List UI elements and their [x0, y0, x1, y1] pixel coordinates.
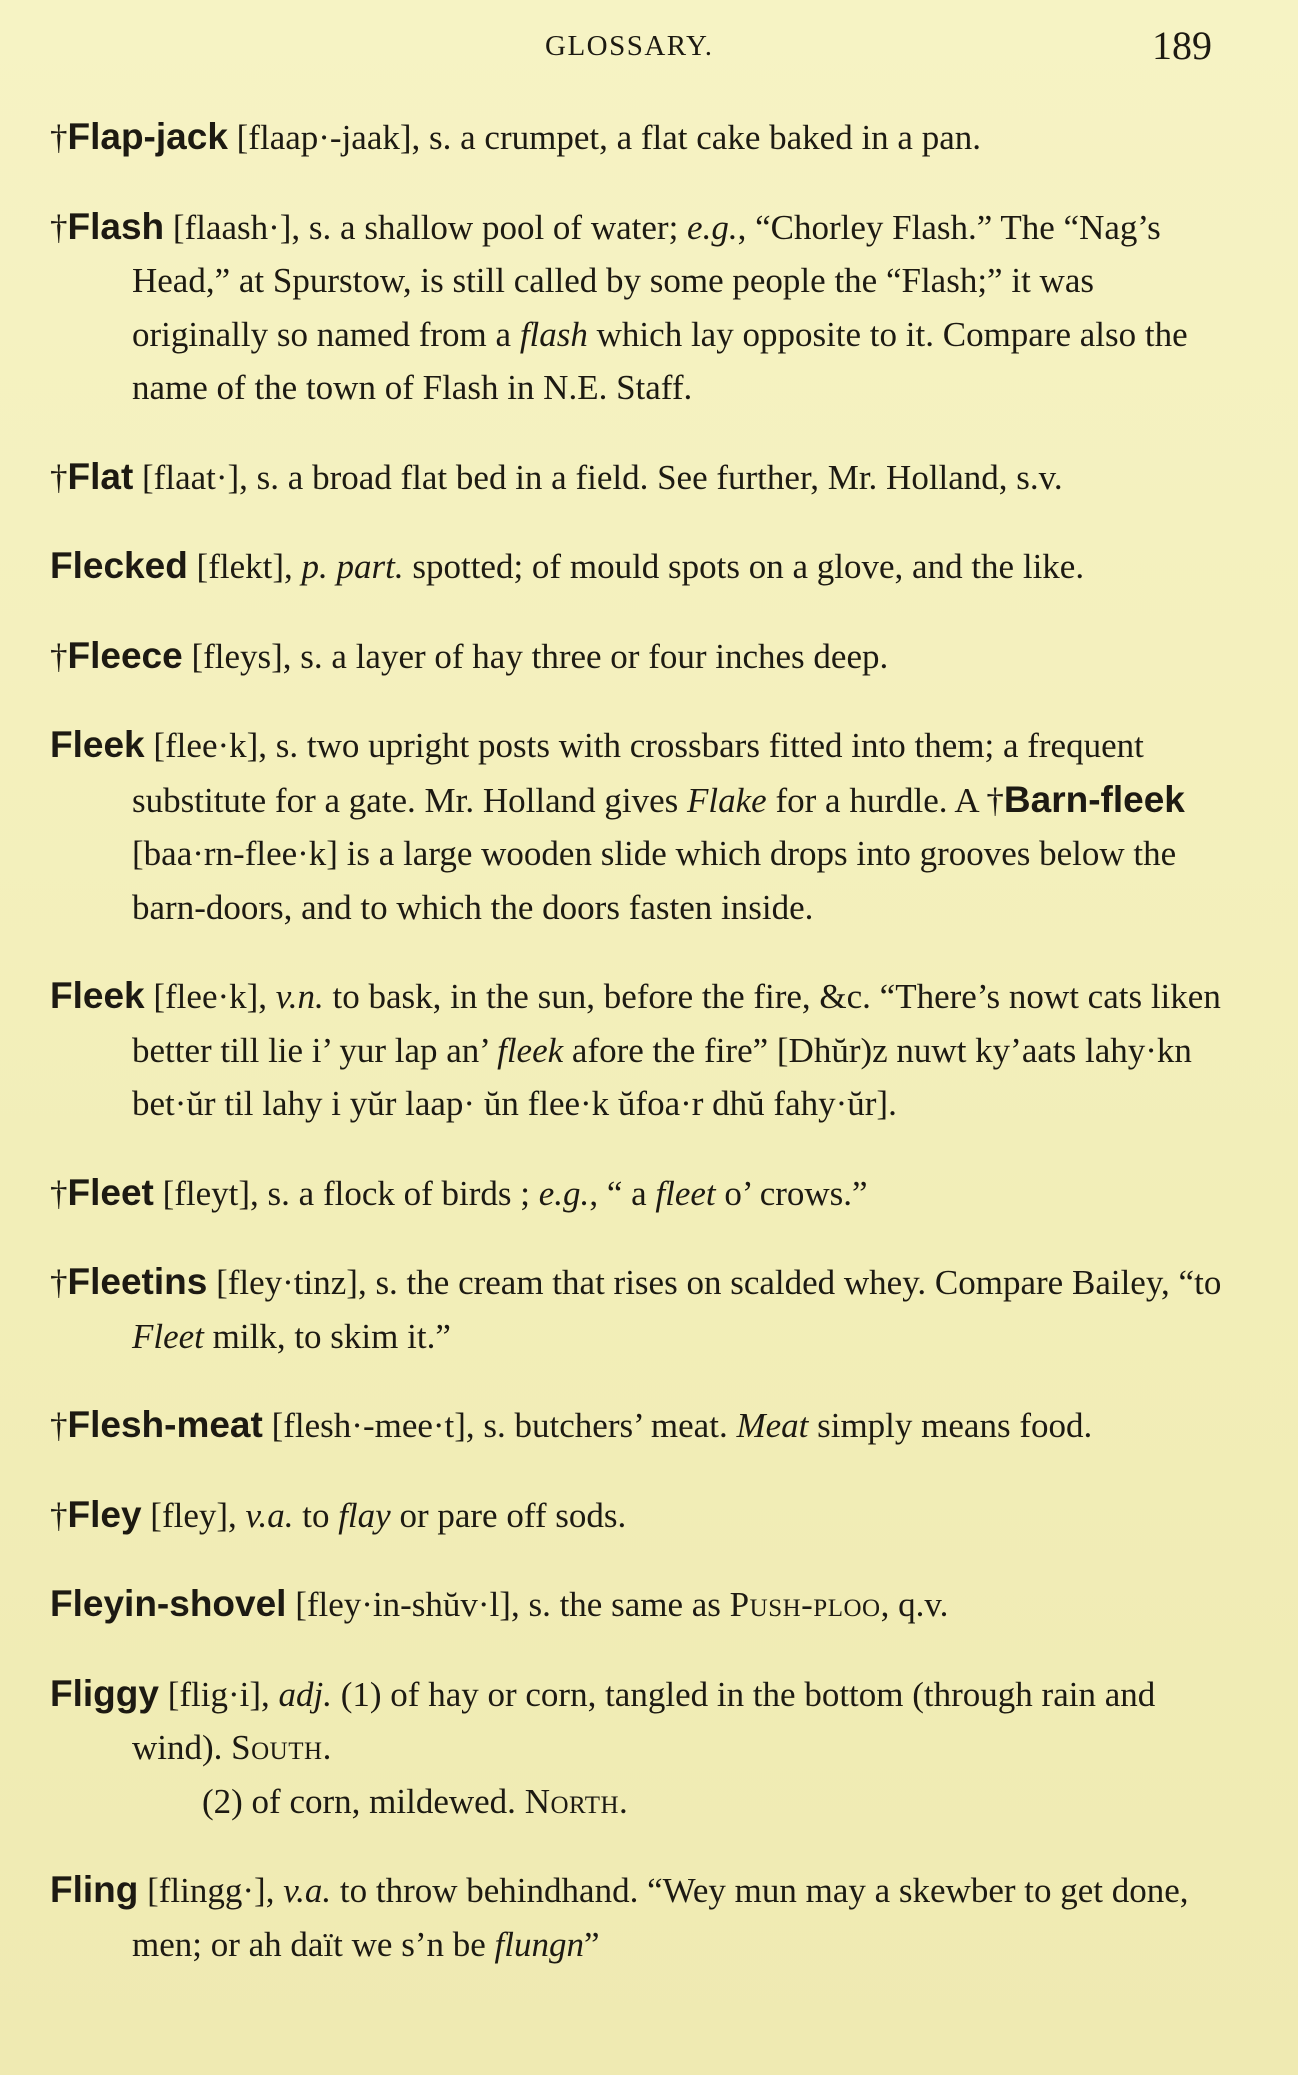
dagger-mark: † — [50, 1173, 68, 1213]
headword: Fley — [67, 1493, 142, 1535]
definition: to — [293, 1495, 339, 1535]
headword: Fleetins — [67, 1261, 208, 1302]
definition: afore the fire” [Dhŭr)z nuwt ky’aats lahy·kn bet·ŭr til lahy i yŭr laap· ŭn flee·k ŭfoa·r dhŭ fahy·ŭr]. — [132, 1030, 1192, 1123]
region-label: South — [231, 1728, 323, 1767]
definition: [fley·in-shŭv·l], s. the same as — [286, 1585, 730, 1624]
headword: Fleet — [67, 1171, 154, 1213]
entry-flash — [50, 200, 1235, 415]
definition: o’ crows.” — [715, 1173, 868, 1213]
definition: [flingg·], — [138, 1871, 284, 1910]
glossary-content — [50, 110, 1235, 1992]
part-of-speech: v.a. — [283, 1871, 332, 1910]
entry-fleek-verb — [50, 969, 1235, 1131]
definition: to throw behindhand. “Wey mun may a skewber to get done, men; or ah daït we s’n be — [132, 1871, 1189, 1964]
definition: [baa·rn-flee·k] is a large wooden slide which drops into grooves below the barn-doors, and to which the doors fasten inside. — [132, 834, 1177, 927]
italic-word: Fleet — [132, 1316, 204, 1356]
definition: [flaat·], s. a broad flat bed in a field. See further, Mr. Holland, s.v. — [133, 457, 1063, 497]
dagger-mark: † — [50, 1406, 68, 1445]
dagger-mark: † — [50, 1263, 68, 1302]
punctuation: . — [619, 1781, 628, 1821]
definition: simply means food. — [808, 1406, 1093, 1445]
part-of-speech: p. part. — [301, 547, 404, 586]
abbreviation: e.g. — [687, 207, 738, 247]
page-header — [0, 18, 1298, 78]
dagger-mark: † — [50, 118, 68, 157]
entry-fliggy — [50, 1667, 1235, 1829]
headword: Flesh-meat — [67, 1404, 263, 1445]
definition: [fleyt], s. a flock of birds ; — [153, 1173, 539, 1213]
headword: Fliggy — [50, 1672, 159, 1714]
definition: spotted; of mould spots on a glove, and the like. — [403, 547, 1085, 586]
definition: which lay opposite to it. Compare also the name of the town of Flash in N.E. Staff. — [132, 314, 1188, 407]
part-of-speech: v.n. — [275, 977, 324, 1016]
headword: Fleek — [50, 975, 145, 1016]
italic-word: Meat — [736, 1406, 809, 1445]
sub-headword: Barn-fleek — [1003, 778, 1185, 820]
definition: [fley], — [141, 1495, 246, 1535]
sub-sense — [132, 1775, 1235, 1829]
entry-flap-jack — [50, 110, 1235, 165]
definition: [fley·tinz], s. the cream that rises on scalded whey. Compare Bailey, “to — [207, 1263, 1222, 1302]
headword: Flash — [67, 205, 165, 247]
definition: to bask, in the sun, before the fire, &c. “There’s nowt cats liken better till lie i’ yur lap an’ — [132, 977, 1221, 1070]
entry-fleece — [50, 629, 1235, 684]
italic-word: fleet — [655, 1173, 716, 1213]
definition: [flaash·], s. a shallow pool of water; — [164, 207, 688, 247]
cross-reference: Push-ploo — [729, 1585, 881, 1624]
italic-word: flungn — [494, 1924, 584, 1964]
definition: , q.v. — [880, 1585, 949, 1624]
entry-flecked — [50, 539, 1235, 594]
italic-word: flash — [519, 314, 588, 354]
headword: Fleece — [67, 634, 183, 676]
headword: Flap-jack — [67, 116, 228, 157]
entry-fling — [50, 1863, 1235, 1971]
running-head: GLOSSARY. — [545, 30, 714, 62]
dagger-mark: † — [50, 207, 68, 247]
entry-fleet — [50, 1166, 1235, 1221]
dagger-mark: † — [50, 457, 68, 497]
entry-fleek-noun — [50, 718, 1235, 934]
entry-flesh-meat — [50, 1398, 1235, 1453]
definition: , “ a — [589, 1173, 656, 1213]
definition: , “Chorley Flash.” The “Nag’s Head,” at Spurstow, is still called by some people the “Flash;” it was originally so named from a — [132, 207, 1161, 354]
headword: Fleyin-shovel — [50, 1583, 287, 1624]
headword: Flat — [67, 455, 134, 497]
headword: Flecked — [50, 545, 188, 586]
definition: [flee·k], s. two upright posts with crossbars fitted into them; a frequent substitute for a gate. Mr. Holland gives — [132, 726, 1144, 820]
definition: ” — [583, 1924, 600, 1964]
dagger-mark: † — [986, 780, 1004, 820]
region-label: North — [524, 1781, 620, 1821]
definition: [fleys], s. a layer of hay three or four inches deep. — [182, 636, 889, 676]
dagger-mark: † — [50, 1495, 68, 1535]
definition: for a hurdle. A — [766, 780, 987, 820]
definition: (2) of corn, mildewed. — [202, 1781, 525, 1821]
dagger-mark: † — [50, 636, 68, 676]
italic-word: fleek — [497, 1030, 564, 1070]
definition: [flekt], — [187, 547, 302, 586]
definition: (1) of hay or corn, tangled in the bottom (through rain and wind). — [132, 1674, 1156, 1767]
definition: [flig·i], — [158, 1674, 279, 1714]
italic-word: Flake — [687, 780, 767, 820]
definition: [flesh·-mee·t], s. butchers’ meat. — [262, 1406, 737, 1445]
entry-flat — [50, 450, 1235, 505]
headword: Fling — [50, 1869, 139, 1910]
definition: or pare off sods. — [390, 1495, 627, 1535]
entry-fley — [50, 1488, 1235, 1543]
italic-word: flay — [338, 1495, 391, 1535]
abbreviation: e.g. — [538, 1173, 590, 1213]
part-of-speech: adj. — [278, 1674, 332, 1714]
definition: [flaap·-jaak], s. a crumpet, a flat cake baked in a pan. — [227, 118, 981, 157]
headword: Fleek — [50, 724, 145, 765]
definition: [flee·k], — [144, 977, 276, 1016]
page-number: 189 — [1152, 23, 1212, 68]
entry-fleetins — [50, 1255, 1235, 1363]
punctuation: . — [322, 1728, 332, 1767]
part-of-speech: v.a. — [245, 1495, 294, 1535]
definition: milk, to skim it.” — [203, 1316, 451, 1356]
entry-fleyin-shovel — [50, 1577, 1235, 1632]
